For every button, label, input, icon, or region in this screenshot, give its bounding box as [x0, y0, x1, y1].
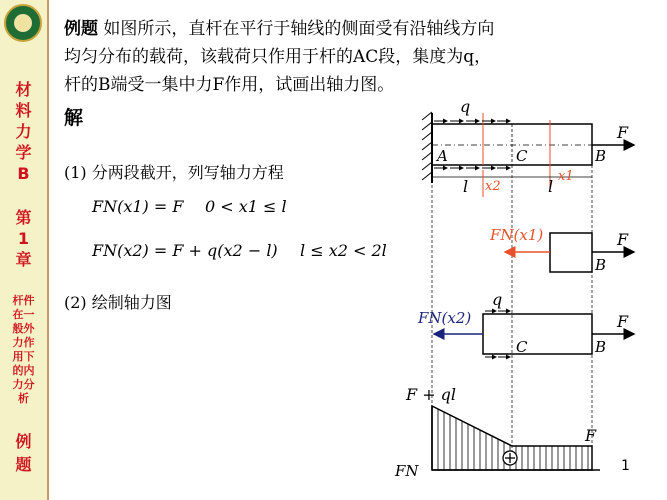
- label-F-3: F: [617, 312, 629, 331]
- label-B: B: [595, 147, 607, 165]
- free-body-2: [483, 314, 592, 354]
- sidebar-section-line: 的内: [12, 364, 35, 377]
- label-C-2: C: [516, 338, 528, 356]
- sidebar-char: B: [17, 164, 30, 183]
- free-body-1: [550, 233, 592, 272]
- label-q-2: q: [492, 290, 503, 309]
- label-F: F: [617, 123, 629, 142]
- label-x2: x2: [485, 179, 501, 194]
- solution-label: 解: [64, 107, 84, 129]
- sidebar-char: 1: [17, 229, 30, 248]
- step-1: (1) 分两段截开，列写轴力方程: [64, 163, 284, 182]
- label-l-right: l: [548, 177, 554, 196]
- sidebar-char: 章: [15, 250, 32, 269]
- equation-1: FN(x1) = F: [92, 197, 184, 216]
- sidebar-section-line: 杆件: [12, 294, 35, 307]
- problem-line-3: 杆的B端受一集中力F作用，试画出轴力图。: [64, 75, 395, 95]
- problem-line-2: 均匀分布的载荷，该载荷只作用于杆的AC段，集度为q，: [64, 47, 492, 67]
- problem-text: 如图所示，直杆在平行于轴线的侧面受有沿轴线方向: [103, 19, 495, 39]
- label-F-2: F: [617, 230, 629, 249]
- label-B-2: B: [595, 256, 607, 274]
- sidebar-char: 例: [15, 432, 32, 451]
- label-FN-axis: FN: [395, 462, 419, 480]
- sidebar-char: 力: [15, 122, 32, 141]
- axial-force-diagram: [432, 406, 600, 470]
- label-C: C: [516, 147, 528, 165]
- label-x1: x1: [558, 169, 574, 184]
- label-A: A: [437, 147, 448, 165]
- page-number: 1: [621, 458, 630, 474]
- label-F-diagram: F: [585, 426, 597, 445]
- sidebar-char: 第: [15, 208, 32, 227]
- equation-2-range: l ≤ x2 < 2l: [300, 241, 387, 260]
- equation-2: FN(x2) = F + q(x2 − l): [92, 241, 278, 260]
- label-l-left: l: [463, 177, 469, 196]
- sidebar-section-line: 般外: [12, 322, 35, 335]
- label-B-3: B: [595, 338, 607, 356]
- sidebar-section-line: 用下: [12, 350, 35, 363]
- label-F-plus-ql: F + ql: [406, 385, 457, 404]
- fixed-support: [422, 112, 432, 183]
- sidebar-section-line: 力分: [12, 378, 35, 391]
- sidebar-char: 题: [15, 455, 32, 474]
- problem-heading: 例题: [64, 19, 98, 39]
- sidebar-section-line: 析: [18, 392, 29, 405]
- label-q: q: [460, 97, 471, 116]
- sidebar-section-line: 在一: [12, 308, 35, 321]
- sidebar-section-line: 力作: [12, 336, 35, 349]
- sidebar-char: 料: [15, 101, 32, 120]
- sidebar-char: 材: [15, 80, 32, 99]
- label-FN-x1: FN(x1): [490, 226, 544, 244]
- equation-1-range: 0 < x1 ≤ l: [205, 197, 287, 216]
- step-2: (2) 绘制轴力图: [64, 293, 172, 312]
- label-FN-x2: FN(x2): [418, 309, 472, 327]
- sidebar-char: 学: [15, 143, 32, 162]
